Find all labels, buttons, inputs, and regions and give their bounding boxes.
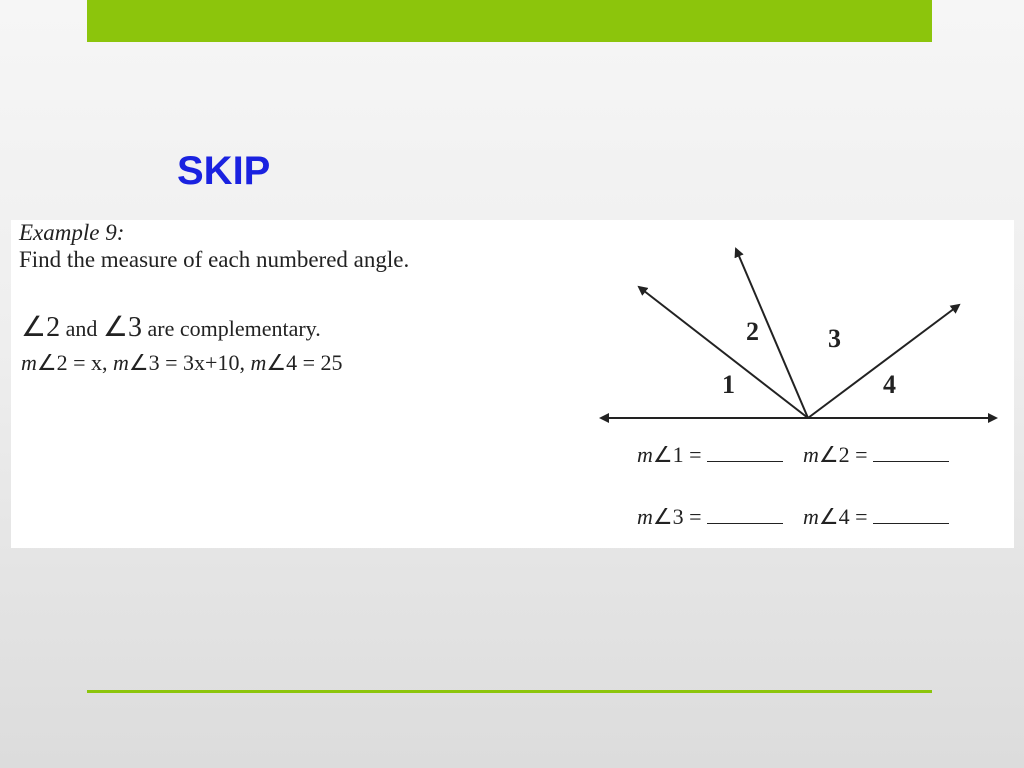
example-title: Example 9:	[19, 220, 125, 245]
angle-3-symbol: ∠3	[102, 312, 142, 343]
angle-label-1: 1	[722, 370, 735, 399]
answer-blank[interactable]	[707, 443, 783, 462]
answer-angle-4	[803, 504, 949, 530]
m-label: m	[21, 350, 37, 375]
angle-label-2: 2	[746, 317, 759, 346]
answer-angle-2	[803, 442, 949, 468]
angle-diagram	[596, 245, 1006, 435]
answer-label: ∠2 =	[818, 442, 868, 467]
givens-line	[21, 350, 343, 376]
m-label: m	[113, 350, 129, 375]
answer-label: ∠3 =	[652, 504, 702, 529]
top-accent-bar	[87, 0, 932, 42]
given-angle-3: ∠3 = 3x+10	[128, 350, 240, 375]
statement-line	[21, 310, 321, 344]
m-label: m	[250, 350, 267, 375]
separator: ,	[239, 350, 245, 375]
answer-angle-1	[637, 442, 783, 468]
answer-label: ∠1 =	[652, 442, 702, 467]
m-label: m	[637, 504, 653, 529]
statement-rest: are complementary.	[147, 316, 321, 341]
answer-blank[interactable]	[873, 505, 949, 524]
example-panel	[11, 220, 1014, 548]
separator: ,	[102, 350, 108, 375]
m-label: m	[803, 504, 819, 529]
answer-angle-3	[637, 504, 783, 530]
angle-2-symbol: ∠2	[21, 312, 61, 343]
and-text: and	[65, 316, 98, 341]
angle-label-3: 3	[828, 324, 841, 353]
bottom-accent-line	[87, 690, 932, 693]
example-instruction: Find the measure of each numbered angle.	[19, 247, 410, 272]
given-angle-4: ∠4 = 25	[266, 350, 343, 375]
given-angle-2: ∠2 = x	[36, 350, 103, 375]
answer-blank[interactable]	[707, 505, 783, 524]
angle-label-4: 4	[883, 370, 896, 399]
answer-blank[interactable]	[873, 443, 949, 462]
ray-upper-right	[808, 305, 959, 418]
answer-label: ∠4 =	[818, 504, 868, 529]
m-label: m	[803, 442, 819, 467]
m-label: m	[637, 442, 653, 467]
slide-title: SKIP	[177, 149, 271, 193]
